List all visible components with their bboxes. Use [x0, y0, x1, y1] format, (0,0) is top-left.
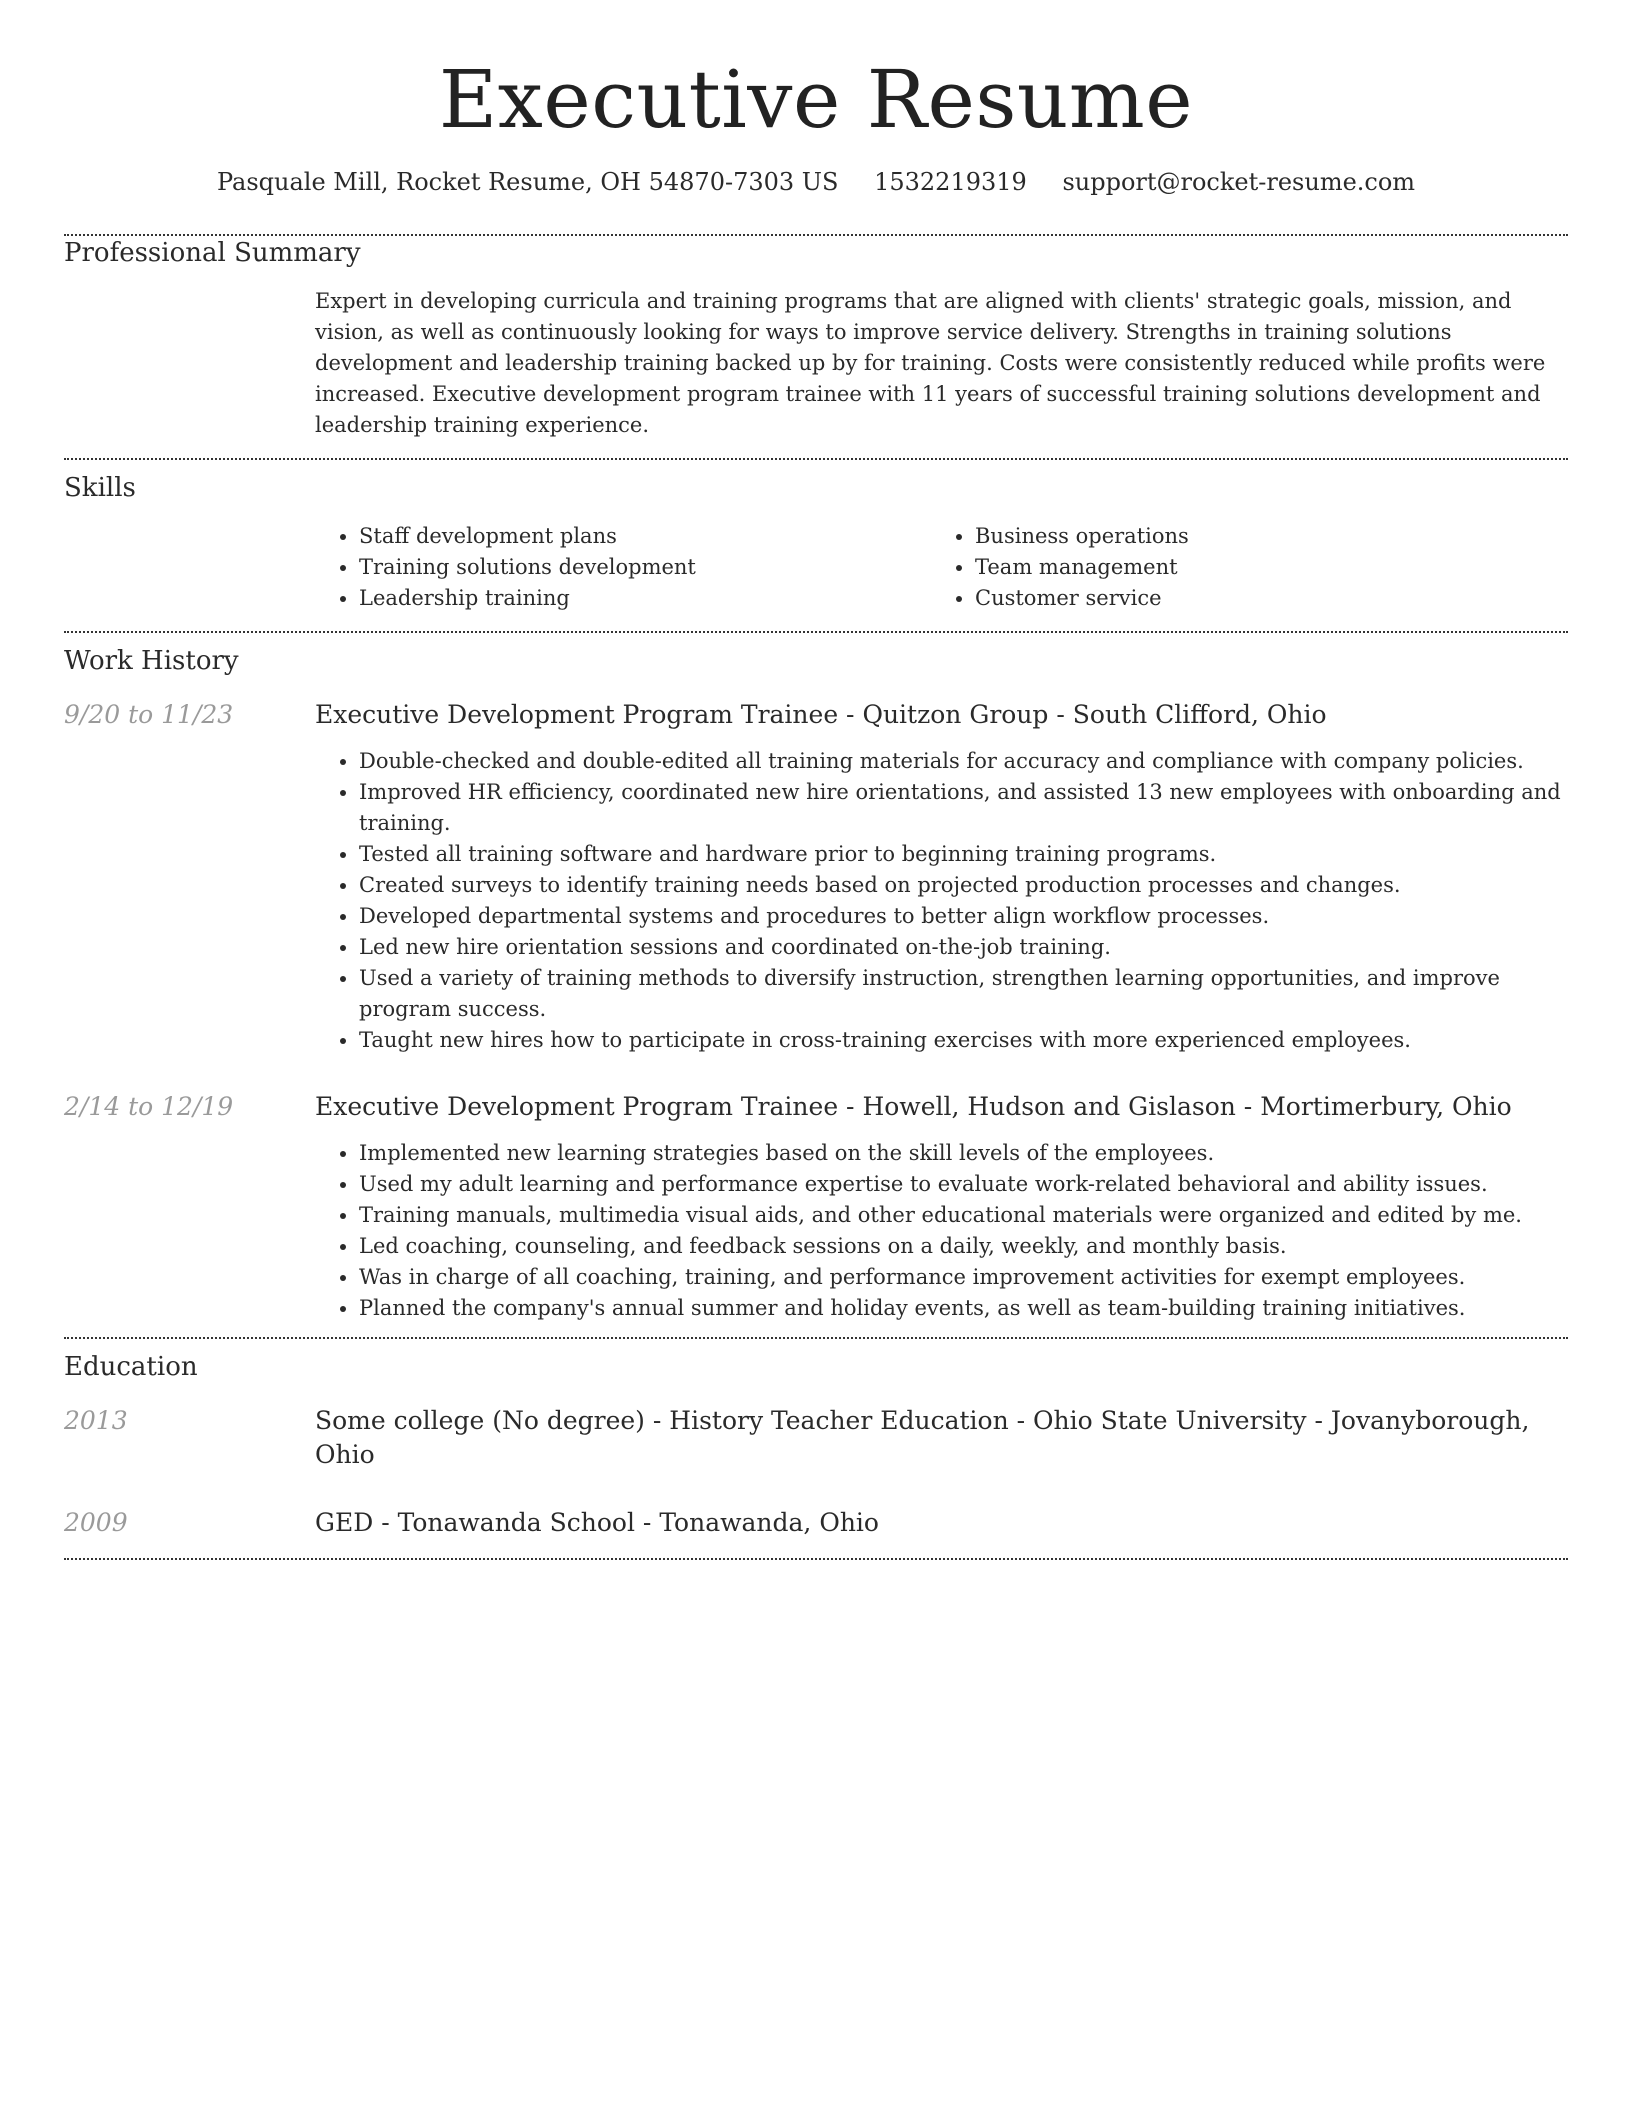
- section-divider: [64, 1558, 1568, 1560]
- job-bullet: • Used a variety of training methods to diversify instruction, strengthen learning opportunities, and improve program success.: [359, 963, 1568, 1025]
- education-entry: [64, 1404, 1568, 1472]
- skill-item: • Leadership training: [359, 583, 931, 614]
- summary-body: [315, 286, 1568, 441]
- job-bullets: [315, 1138, 1568, 1324]
- work-heading: Work History: [64, 646, 239, 676]
- contact-line: [64, 166, 1568, 198]
- job-bullet: • Improved HR efficiency, coordinated new hire orientations, and assisted 13 new employees with onboarding and training.: [359, 777, 1568, 839]
- section-divider: [64, 631, 1568, 633]
- job-title: Executive Development Program Trainee - Howell, Hudson and Gislason - Mortimerbury, Ohio: [315, 1092, 1512, 1121]
- skills-grid: [315, 521, 1568, 614]
- summary-heading: Professional Summary: [64, 238, 361, 268]
- job-body: [315, 1090, 1568, 1324]
- job-bullet: • Led coaching, counseling, and feedback sessions on a daily, weekly, and monthly basis.: [359, 1231, 1568, 1262]
- job-bullet: • Training manuals, multimedia visual aids, and other educational materials were organized and edited by me.: [359, 1200, 1568, 1231]
- contact-email: support@rocket-resume.com: [1062, 168, 1416, 196]
- job-bullet: • Tested all training software and hardware prior to beginning training programs.: [359, 839, 1568, 870]
- contact-phone: 1532219319: [874, 168, 1027, 196]
- skills-row: [64, 521, 1568, 614]
- section-divider: [64, 1337, 1568, 1339]
- skills-column-1: [315, 521, 931, 614]
- summary-row: [64, 286, 1568, 441]
- job-bullet: • Implemented new learning strategies based on the skill levels of the employees.: [359, 1138, 1568, 1169]
- education-text: Some college (No degree) - History Teacher Education - Ohio State University - Jovanyborough, Ohio: [315, 1406, 1530, 1469]
- resume-title: Executive Resume: [438, 53, 1194, 146]
- job-dates: 9/20 to 11/23: [64, 700, 234, 729]
- job-bullet: • Used my adult learning and performance expertise to evaluate work-related behavioral and ability issues.: [359, 1169, 1568, 1200]
- contact-address: Pasquale Mill, Rocket Resume, OH 54870-7303 US: [216, 168, 839, 196]
- job-bullet: • Developed departmental systems and procedures to better align workflow processes.: [359, 901, 1568, 932]
- job-bullets: [315, 746, 1568, 1056]
- job-bullet: • Taught new hires how to participate in cross-training exercises with more experienced employees.: [359, 1025, 1568, 1056]
- skills-left-spacer: [64, 521, 315, 614]
- job-body: [315, 698, 1568, 1056]
- skills-heading: Skills: [64, 473, 136, 503]
- job-bullet: • Created surveys to identify training needs based on projected production processes and changes.: [359, 870, 1568, 901]
- summary-left-spacer: [64, 286, 315, 441]
- skill-item: • Staff development plans: [359, 521, 931, 552]
- skills-column-2: [931, 521, 1547, 614]
- skill-item: • Customer service: [975, 583, 1547, 614]
- education-year: 2013: [64, 1406, 128, 1435]
- job-bullet: • Was in charge of all coaching, training, and performance improvement activities for exempt employees.: [359, 1262, 1568, 1293]
- job-bullet: • Double-checked and double-edited all training materials for accuracy and compliance with company policies.: [359, 746, 1568, 777]
- section-divider: [64, 458, 1568, 460]
- job-entry: [64, 698, 1568, 1056]
- job-dates: 2/14 to 12/19: [64, 1092, 234, 1121]
- summary-text: Expert in developing curricula and training programs that are aligned with clients' strategic goals, mission, and vision, as well as continuously looking for ways to improve service delivery. Strengths in training solutions development and leadership training backed up by for training. Costs were consistently reduced while profits were increased. Executive development program trainee with 11 years of successful training solutions development and leadership training experience.: [315, 289, 1546, 437]
- skill-item: • Team management: [975, 552, 1547, 583]
- job-bullet: • Led new hire orientation sessions and coordinated on-the-job training.: [359, 932, 1568, 963]
- education-entry: [64, 1506, 1568, 1540]
- job-bullet: • Planned the company's annual summer and holiday events, as well as team-building training initiatives.: [359, 1293, 1568, 1324]
- job-entry: [64, 1090, 1568, 1324]
- education-heading: Education: [64, 1352, 198, 1382]
- job-title: Executive Development Program Trainee - Quitzon Group - South Clifford, Ohio: [315, 700, 1327, 729]
- skill-item: • Business operations: [975, 521, 1547, 552]
- skill-item: • Training solutions development: [359, 552, 931, 583]
- education-year: 2009: [64, 1508, 128, 1537]
- education-text: GED - Tonawanda School - Tonawanda, Ohio: [315, 1508, 879, 1537]
